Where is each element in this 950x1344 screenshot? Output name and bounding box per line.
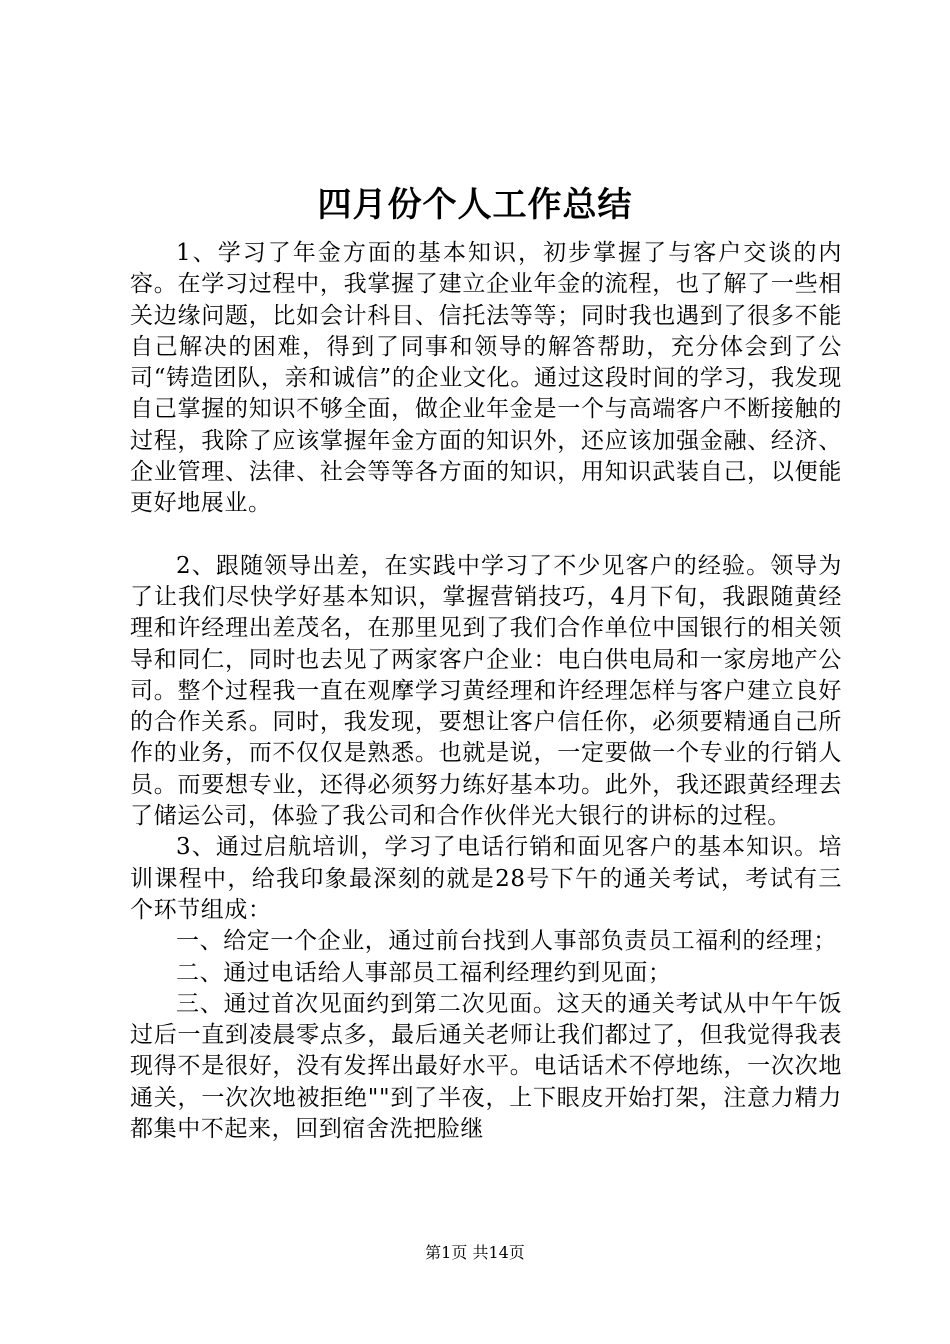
paragraph-step-2: 二、通过电话给人事部员工福利经理约到见面；	[176, 959, 672, 986]
page-number-footer: 第1页 共14页	[425, 1243, 525, 1262]
document-body	[130, 238, 842, 1145]
paragraph-step-1: 一、给定一个企业，通过前台找到人事部负责员工福利的经理；	[176, 928, 837, 955]
paragraph-3: 3、通过启航培训，学习了电话行销和面见客户的基本知识。培训课程中，给我印象最深刻的就是28号下午的通关考试，考试有三个环节组成：	[130, 834, 842, 923]
paragraph-1: 1、学习了年金方面的基本知识，初步掌握了与客户交谈的内容。在学习过程中，我掌握了建立企业年金的流程，也了解了一些相关边缘问题，比如会计科目、信托法等等；同时我也遇到了很多不能自己解决的困难，得到了同事和领导的解答帮助，充分体会到了公司“铸造团队，亲和诚信”的企业文化。通过这段时间的学习，我发现自己掌握的知识不够全面，做企业年金是一个与高端客户不断接触的过程，我除了应该掌握年金方面的知识外，还应该加强金融、经济、企业管理、法律、社会等等各方面的知识，用知识武装自己，以便能更好地展业。	[130, 240, 842, 517]
paragraph-2: 2、跟随领导出差，在实践中学习了不少见客户的经验。领导为了让我们尽快学好基本知识，掌握营销技巧，4月下旬，我跟随黄经理和许经理出差茂名，在那里见到了我们合作单位中国银行的相关领导和同仁，同时也去见了两家客户企业：电白供电局和一家房地产公司。整个过程我一直在观摩学习黄经理和许经理怎样与客户建立良好的合作关系。同时，我发现，要想让客户信任你，必须要精通自己所作的业务，而不仅仅是熟悉。也就是说，一定要做一个专业的行销人员。而要想专业，还得必须努力练好基本功。此外，我还跟黄经理去了储运公司，体验了我公司和合作伙伴光大银行的讲标的过程。	[130, 552, 842, 830]
document-title: 四月份个人工作总结	[317, 185, 633, 225]
paragraph-step-3: 三、通过首次见面约到第二次见面。这天的通关考试从中午午饭过后一直到凌晨零点多，最后通关老师让我们都过了，但我觉得我表现得不是很好，没有发挥出最好水平。电话话术不停地练，一次次地通关，一次次地被拒绝""到了半夜，上下眼皮开始打架，注意力精力都集中不起来，回到宿舍洗把脸继	[130, 990, 842, 1143]
